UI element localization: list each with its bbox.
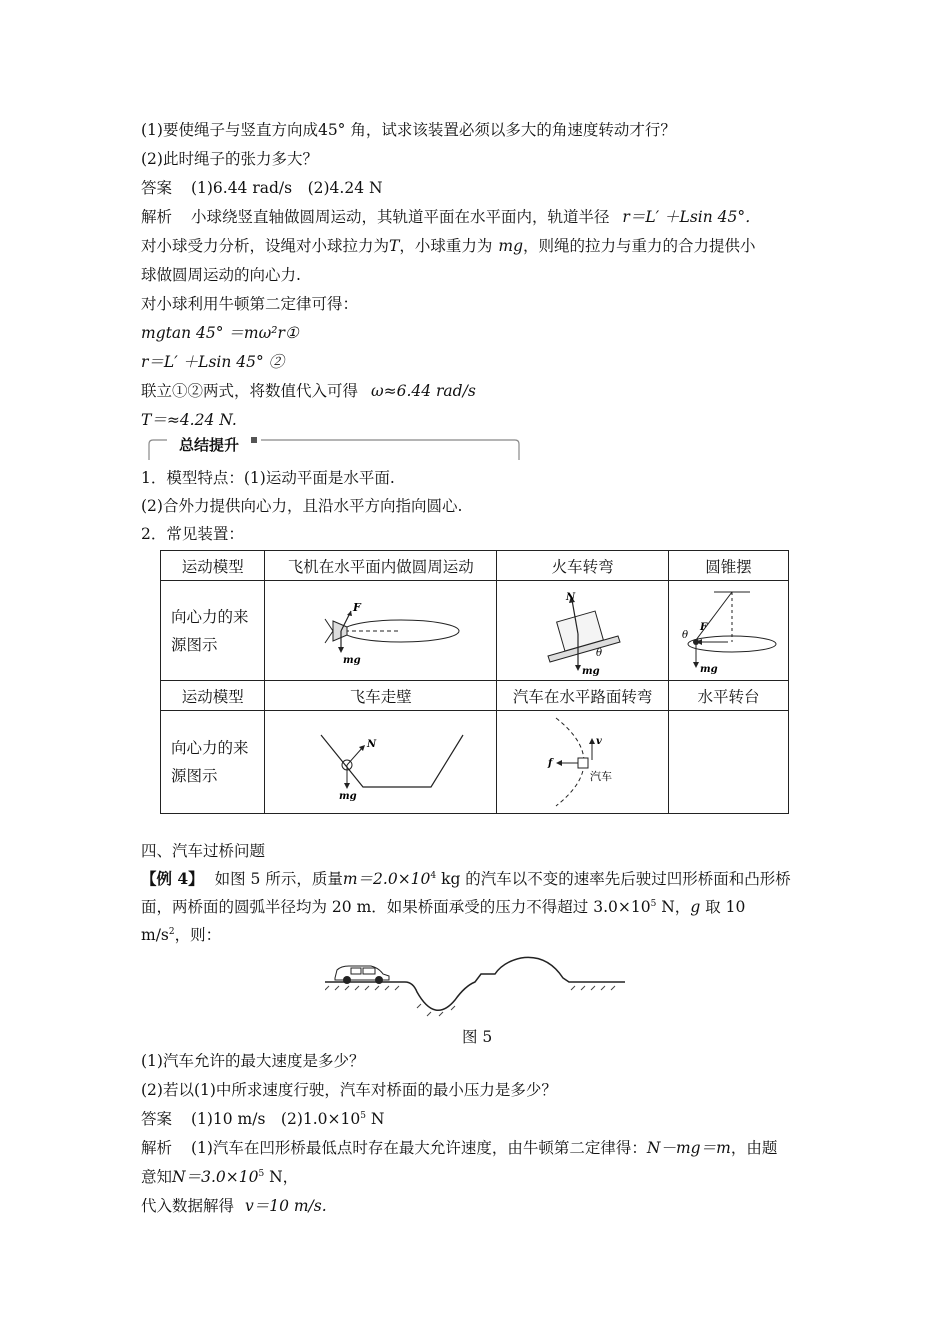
combine-text: 联立①②两式，将数值代入可得 — [141, 382, 359, 400]
example-text: kg 的汽车以不变的速率先后驶过凹形桥面和凸形桥 — [436, 870, 791, 888]
analysis-text: 小球绕竖直轴做圆周运动，其轨道平面在水平面内，轨道半径 — [190, 208, 610, 226]
analysis-label: 解析 — [141, 208, 173, 226]
example-text: N， — [656, 898, 691, 916]
table-cell: 飞机在水平面内做圆周运动 — [265, 551, 497, 581]
analysis-4-line-2 — [141, 1166, 298, 1188]
example-tag: 【例 4】 — [141, 869, 204, 888]
exponent: 5 — [258, 1168, 265, 1179]
tension-result: T＝≈4.24 N. — [141, 411, 237, 429]
section-title: 四、汽车过桥问题 — [141, 842, 266, 860]
table-cell — [497, 711, 669, 814]
question-4-2: (2)若以(1)中所求速度行驶，汽车对桥面的最小压力是多少？ — [141, 1081, 557, 1099]
equation-1: mgtan 45° ＝mω²r① — [141, 324, 299, 342]
wall-ride-diagram — [281, 717, 481, 807]
table-cell — [669, 581, 789, 681]
analysis-line-2 — [141, 235, 756, 257]
label-theta: θ — [681, 629, 688, 641]
symbol-g: g — [690, 898, 701, 916]
label-mg: mg — [581, 665, 600, 676]
analysis-text: 对小球受力分析，设绳对小球拉力为 — [141, 237, 390, 255]
example-text: 取 10 — [700, 898, 746, 916]
cell-text: 向心力的来 — [171, 607, 249, 626]
table-row — [161, 711, 789, 814]
label-mg: mg — [338, 791, 357, 802]
table-cell — [497, 581, 669, 681]
example-text: ，则： — [174, 926, 222, 944]
question-4-1: (1)汽车允许的最大速度是多少？ — [141, 1052, 365, 1070]
analysis-text: (1)汽车在凹形桥最低点时存在最大允许速度，由牛顿第二定律得： — [190, 1139, 647, 1157]
example-text: 面，两桥面的圆弧半径均为 20 m．如果桥面承受的压力不得超过 3.0×10 — [141, 898, 651, 916]
label-N: N — [565, 591, 575, 603]
label-v: v — [595, 736, 602, 747]
analysis-formula: r＝L′ ＋Lsin 45°． — [622, 208, 761, 226]
answer-value: (1)6.44 rad/s (2)4.24 N — [190, 179, 383, 197]
conical-pendulum-diagram — [674, 586, 784, 676]
table-cell — [669, 711, 789, 814]
analysis-4-line-1 — [141, 1137, 777, 1159]
analysis-label: 解析 — [141, 1139, 173, 1157]
table-cell: 运动模型 — [161, 681, 265, 711]
answer-label: 答案 — [141, 1110, 173, 1128]
exponent: 4 — [430, 870, 437, 881]
question-2: (2)此时绳子的张力多大？ — [141, 150, 318, 168]
exponent: 5 — [360, 1110, 366, 1121]
table-row — [161, 551, 789, 581]
label-F: F — [699, 621, 707, 633]
train-diagram — [508, 586, 658, 676]
table-cell — [161, 581, 265, 681]
symbol-T: T — [389, 237, 400, 255]
summary-banner — [141, 430, 521, 462]
equation-2: r＝L′ ＋Lsin 45° ② — [141, 353, 285, 371]
analysis-formula: N－mg＝m — [646, 1139, 731, 1157]
label-mg: mg — [699, 663, 718, 675]
label-F: F — [352, 600, 361, 614]
analysis-line-1 — [141, 206, 761, 228]
answer-value: N — [365, 1110, 385, 1128]
analysis-line-4: 对小球利用牛顿第二定律可得： — [141, 295, 359, 313]
table-cell — [161, 711, 265, 814]
exponent: 2 — [168, 926, 175, 937]
answer-4-line — [141, 1108, 384, 1130]
mass-value: m＝2.0×10 — [342, 870, 431, 888]
table-cell — [265, 581, 497, 681]
table-cell: 运动模型 — [161, 551, 265, 581]
analysis-text: N， — [264, 1168, 299, 1186]
exponent: 5 — [650, 898, 657, 909]
summary-item-3: 2．常见装置： — [141, 525, 244, 543]
bridge-figure — [325, 952, 625, 1020]
analysis-formula: N＝3.0×10 — [172, 1168, 259, 1186]
combine-line — [141, 380, 476, 402]
answer-label: 答案 — [141, 179, 173, 197]
device-table — [160, 550, 789, 814]
label-car: 汽车 — [589, 770, 612, 783]
car-turn-diagram — [508, 714, 658, 810]
example-line-3 — [141, 924, 221, 946]
airplane-diagram — [281, 591, 481, 671]
label-f: f — [547, 758, 552, 769]
table-cell: 水平转台 — [669, 681, 789, 711]
analysis-text: 代入数据解得 — [141, 1197, 235, 1215]
figure-caption: 图 5 — [462, 1028, 493, 1046]
example-line-1 — [141, 868, 791, 890]
unit-text: m/s — [141, 926, 169, 944]
table-cell — [265, 711, 497, 814]
table-cell: 火车转弯 — [497, 551, 669, 581]
example-text: 如图 5 所示，质量 — [214, 870, 343, 888]
analysis-text: 意知 — [141, 1168, 173, 1186]
table-cell: 飞车走壁 — [265, 681, 497, 711]
analysis-text: ，由题 — [730, 1139, 778, 1157]
answer-value: (1)10 m/s (2)1.0×10 — [190, 1110, 361, 1128]
velocity-result: v＝10 m/s. — [244, 1197, 327, 1215]
label-theta: θ — [595, 647, 602, 659]
table-cell: 圆锥摆 — [669, 551, 789, 581]
label-mg: mg — [342, 654, 361, 666]
cell-text: 向心力的来 — [171, 739, 249, 757]
analysis-text: ，小球重力为 — [399, 237, 493, 255]
cell-text: 源图示 — [171, 767, 218, 785]
analysis-text: ，则绳的拉力与重力的合力提供小 — [523, 237, 756, 255]
analysis-4-line-3 — [141, 1195, 327, 1217]
summary-item-2: (2)合外力提供向心力，且沿水平方向指向圆心. — [141, 497, 463, 515]
example-line-2 — [141, 896, 745, 918]
analysis-line-3: 球做圆周运动的向心力. — [141, 266, 301, 284]
cell-text: 源图示 — [171, 635, 218, 654]
table-cell: 汽车在水平路面转弯 — [497, 681, 669, 711]
symbol-mg: mg — [498, 237, 523, 255]
label-N: N — [366, 739, 376, 750]
answer-line — [141, 177, 383, 199]
summary-item-1: 1．模型特点：(1)运动平面是水平面. — [141, 469, 395, 487]
omega-result: ω≈6.44 rad/s — [370, 382, 476, 400]
table-row — [161, 681, 789, 711]
table-row — [161, 581, 789, 681]
question-1: (1)要使绳子与竖直方向成45° 角，试求该装置必须以多大的角速度转动才行？ — [141, 121, 676, 139]
summary-title: 总结提升 — [175, 434, 243, 455]
